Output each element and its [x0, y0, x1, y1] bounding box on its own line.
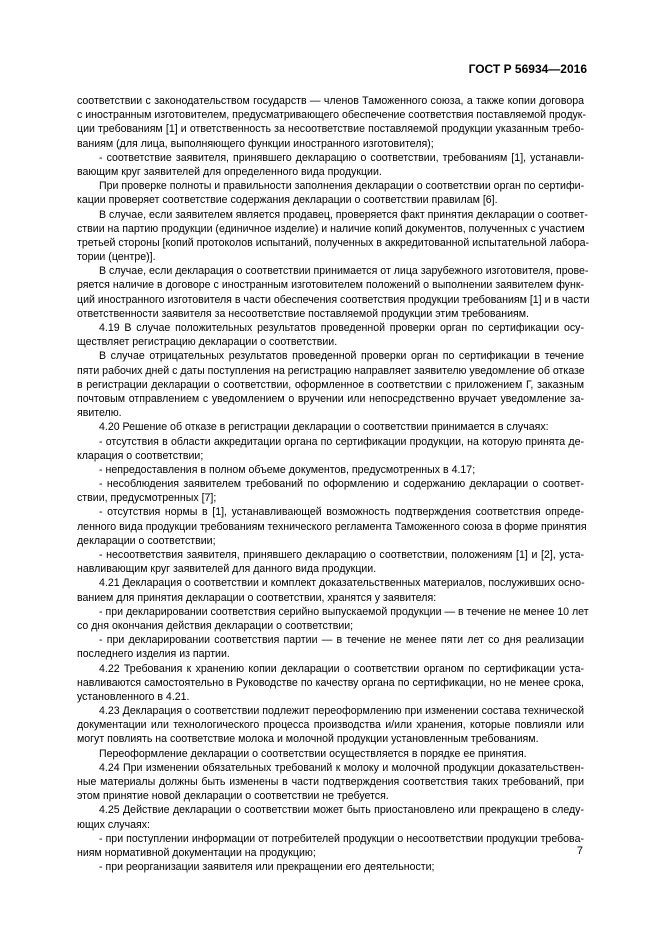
- text-line: явителю.: [77, 407, 122, 420]
- text-line: В случае, если декларация о соответствии принимается от лица зарубежного изготовителя, прове-: [99, 265, 589, 278]
- text-line: ществляет регистрацию декларации о соответствии.: [77, 336, 338, 349]
- text-line: - несоблюдения заявителем требований по оформлению и содержанию декларации о соответ-: [99, 478, 584, 491]
- text-line: 4.25 Действие декларации о соответствии может быть приостановлено или прекращено в следу-: [99, 804, 584, 817]
- page-number: 7: [576, 845, 583, 857]
- text-line: - отсутствия нормы в [1], устанавливающей возможность подтверждения соответствия опреде-: [99, 506, 584, 519]
- text-line: ванием для принятия декларации о соответствии, хранятся у заявителя:: [77, 591, 437, 604]
- text-line: этом принятие новой декларации о соответствии не требуется.: [77, 790, 389, 803]
- text-line: могут повлиять на соответствие молока и молочной продукции установленным требованиям.: [77, 733, 539, 746]
- text-line: - несоответствия заявителя, принявшего декларацию о соответствии, положениям [1] и [2], уста-: [99, 549, 584, 561]
- text-line: документации или технологического процесса производства и/или хранения, которые повлияли или: [77, 719, 584, 732]
- text-line: соответствии с законодательством государств — членов Таможенного союза, а также копии договора: [77, 95, 584, 107]
- text-line: ряется наличие в договоре с иностранным изготовителем положений о выполнении заявителем функ-: [77, 279, 584, 292]
- text-line: декларации о соответствии;: [77, 534, 216, 547]
- text-line: 4.23 Декларация о соответствии подлежит переоформлению при изменении состава технической: [99, 705, 584, 718]
- text-line: с иностранным изготовителем, предусматривающего обеспечение соответствия поставляемой продук-: [77, 109, 586, 122]
- text-line: ций иностранного изготовителя в части обеспечения соответствия продукции требованиям [1] и в части: [77, 293, 590, 306]
- text-line: кации проверяет соответствие содержания декларации о соответствии правилам [6].: [77, 194, 498, 207]
- text-line: В случае, если заявителем является продавец, проверяется факт принятия декларации о соответ-: [99, 208, 588, 221]
- text-line: - соответствие заявителя, принявшего декларацию о соответствии, требованиям [1], устанавли-: [99, 151, 584, 164]
- text-line: ствии, предусмотренных [7];: [77, 492, 217, 505]
- text-line: третьей стороны [копий протоколов испытаний, полученных в аккредитованной испытательной лабора-: [77, 236, 590, 249]
- text-line: 4.20 Решение об отказе в регистрации декларации о соответствии принимается в случаях:: [99, 421, 549, 434]
- text-line: кларация о соответствии;: [77, 449, 204, 462]
- text-line: ленного вида продукции требованиям технического регламента Таможенного союза в форме принятия: [77, 520, 587, 533]
- text-line: При проверке полноты и правильности заполнения декларации о соответствии орган по сертифи-: [99, 180, 585, 193]
- text-line: - отсутствия в области аккредитации органа по сертификации продукции, на которую принята де-: [99, 435, 584, 448]
- text-line: ваниям (для лица, выполняющего функции иностранного изготовителя);: [77, 137, 434, 150]
- text-line: - непредоставления в полном объеме документов, предусмотренных в 4.17;: [99, 463, 476, 476]
- text-line: навливающим круг заявителей для данного вида продукции.: [77, 563, 377, 576]
- text-line: со дня окончания действия декларации о соответствии;: [77, 619, 354, 632]
- text-line: ющих случаях:: [77, 818, 150, 831]
- text-line: - при реорганизации заявителя или прекращении его деятельности;: [99, 861, 435, 874]
- text-line: - при декларировании соответствия партии — в течение не менее пяти лет со дня реализации: [99, 634, 584, 647]
- text-line: Переоформление декларации о соответствии осуществляется в порядке ее принятия.: [99, 747, 527, 760]
- text-line: 4.21 Декларация о соответствии и комплект доказательственных материалов, послуживших осно-: [99, 577, 585, 590]
- text-line: - при поступлении информации от потребителей продукции о несоответствии продукции требова-: [99, 832, 584, 845]
- text-line: последнего изделия из партии.: [77, 648, 230, 661]
- text-line: 4.24 При изменении обязательных требований к молоку и молочной продукции доказательствен-: [99, 761, 584, 774]
- text-line: 4.22 Требования к хранению копии декларации о соответствии органом по сертификации уста-: [99, 662, 584, 675]
- standard-header: ГОСТ Р 56934—2016: [468, 62, 587, 76]
- text-line: ниям нормативной документации на продукцию;: [77, 846, 316, 859]
- text-line: - при декларировании соответствия серийно выпускаемой продукции — в течение не менее 10 лет: [99, 605, 589, 618]
- text-line: 4.19 В случае положительных результатов проведенной проверки орган по сертификации осу-: [99, 322, 584, 334]
- body-text: [77, 94, 590, 874]
- text-line: навливаются самостоятельно в Руководстве по качеству органа по сертификации, но не менее срока,: [77, 676, 584, 689]
- text-line: вающим круг заявителей для определенного вида продукции.: [77, 165, 382, 178]
- text-line: В случае отрицательных результатов проведенной проверки орган по сертификации в течение: [99, 350, 584, 363]
- text-line: тории (центре)].: [77, 251, 156, 264]
- text-line: в регистрации декларации о соответствии, оформленное в соответствии с приложением Г, заказным: [77, 378, 584, 391]
- text-line: ции требованиям [1] и ответственность за несоответствие поставляемой продукции указанным требо-: [77, 123, 584, 136]
- text-line: установленного в 4.21.: [77, 690, 190, 703]
- text-line: пяти рабочих дней с даты поступления на регистрацию направляет заявителю уведомление об отказе: [77, 364, 585, 377]
- text-line: ответственности заявителя за несоответствие поставляемой продукции этим требованиям.: [77, 307, 529, 320]
- text-line: ствии на партию продукции (единичное изделие) и наличие копий документов, полученных с участием: [77, 222, 585, 235]
- text-line: ные материалы должны быть изменены в части подтверждения соответствия таких требований, при: [77, 776, 584, 788]
- text-line: почтовым отправлением с уведомлением о вручении или непосредственно вручает уведомление за-: [77, 392, 584, 405]
